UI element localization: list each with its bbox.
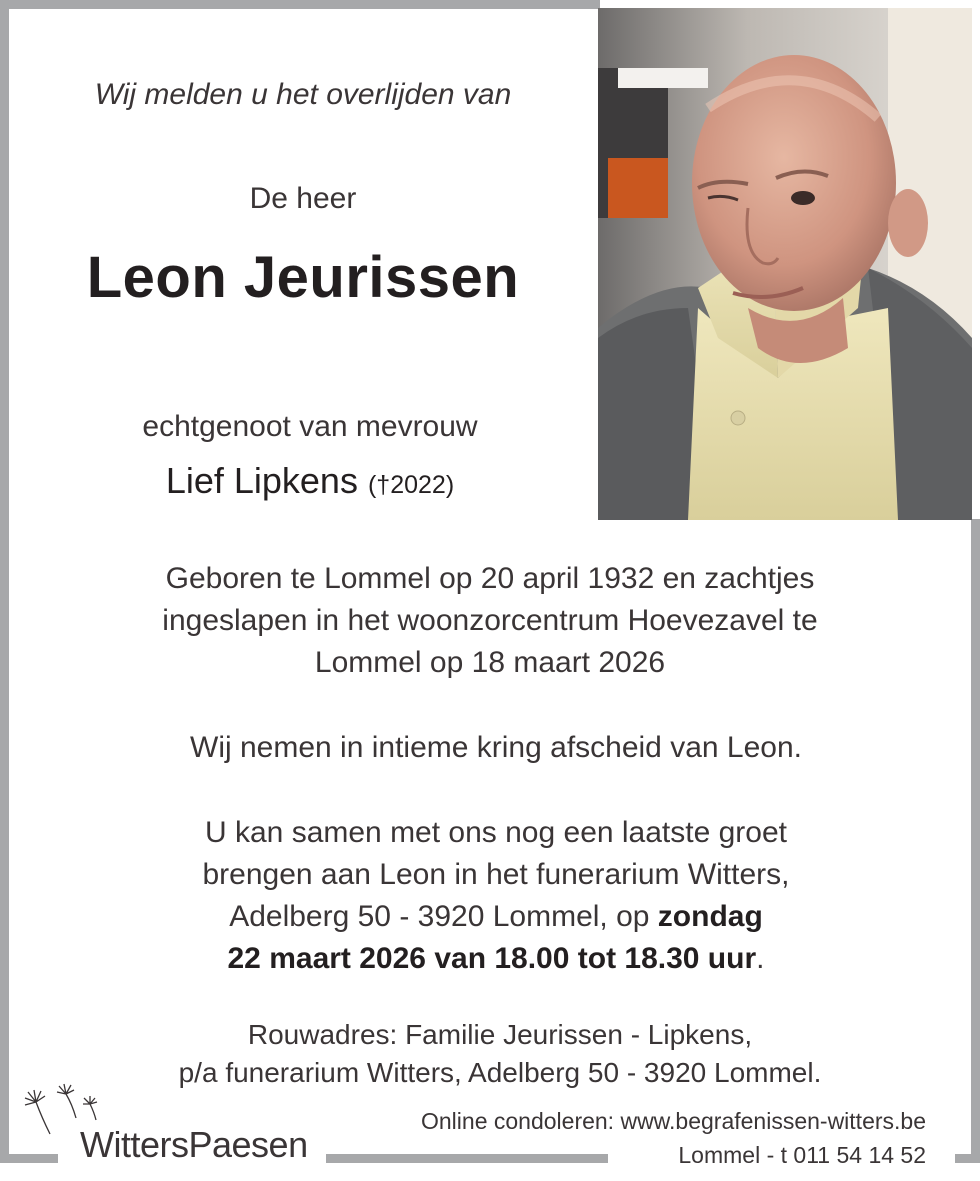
visitation-paragraph (0, 812, 980, 980)
visitation-line-2: brengen aan Leon in het funerarium Witters, (202, 858, 790, 891)
online-condolence: Online condoleren: www.begrafenissen-witters.be (421, 1108, 926, 1134)
spouse-name: Lief Lipkens (165, 460, 358, 501)
announcement-intro: Wij melden u het overlijden van (94, 78, 512, 111)
birth-line-2: ingeslapen in het woonzorcentrum Hoevezavel te (162, 604, 818, 637)
birth-line-1: Geboren te Lommel op 20 april 1932 en zachtjes (165, 562, 815, 595)
address-line-1: Rouwadres: Familie Jeurissen - Lipkens, (247, 1019, 753, 1050)
birth-paragraph (0, 558, 980, 684)
address-line-2: p/a funerarium Witters, Adelberg 50 - 3920 Lommel. (178, 1057, 822, 1088)
contact-phone: Lommel - t 011 54 14 52 (678, 1142, 926, 1168)
spouse-line (8, 460, 612, 502)
frame-bottom-left (0, 1154, 58, 1163)
frame-top (0, 0, 600, 9)
portrait-illustration (598, 8, 972, 520)
honorific: De heer (249, 182, 357, 215)
deceased-name: Leon Jeurissen (86, 245, 520, 310)
farewell-text: Wij nemen in intieme kring afscheid van Leon. (190, 731, 802, 764)
visitation-day: zondag (657, 900, 763, 933)
condolence-address (0, 1016, 980, 1092)
birth-line-3: Lommel op 18 maart 2026 (314, 646, 666, 679)
company-logo: WittersPaesen (80, 1124, 308, 1165)
visitation-line-3 (0, 896, 980, 938)
frame-bottom-middle (326, 1154, 608, 1163)
visitation-line-1: U kan samen met ons nog een laatste groet (204, 816, 787, 849)
spouse-intro: echtgenoot van mevrouw (142, 410, 478, 443)
portrait-photo (598, 8, 972, 520)
visitation-location: Adelberg 50 - 3920 Lommel, op (229, 900, 658, 933)
visitation-datetime: 22 maart 2026 van 18.00 tot 18.30 uur (227, 942, 757, 975)
visitation-line-4 (0, 938, 980, 980)
spouse-death-year: (†2022) (367, 471, 455, 499)
visitation-end: . (756, 942, 765, 975)
frame-bottom-right (955, 1154, 980, 1163)
